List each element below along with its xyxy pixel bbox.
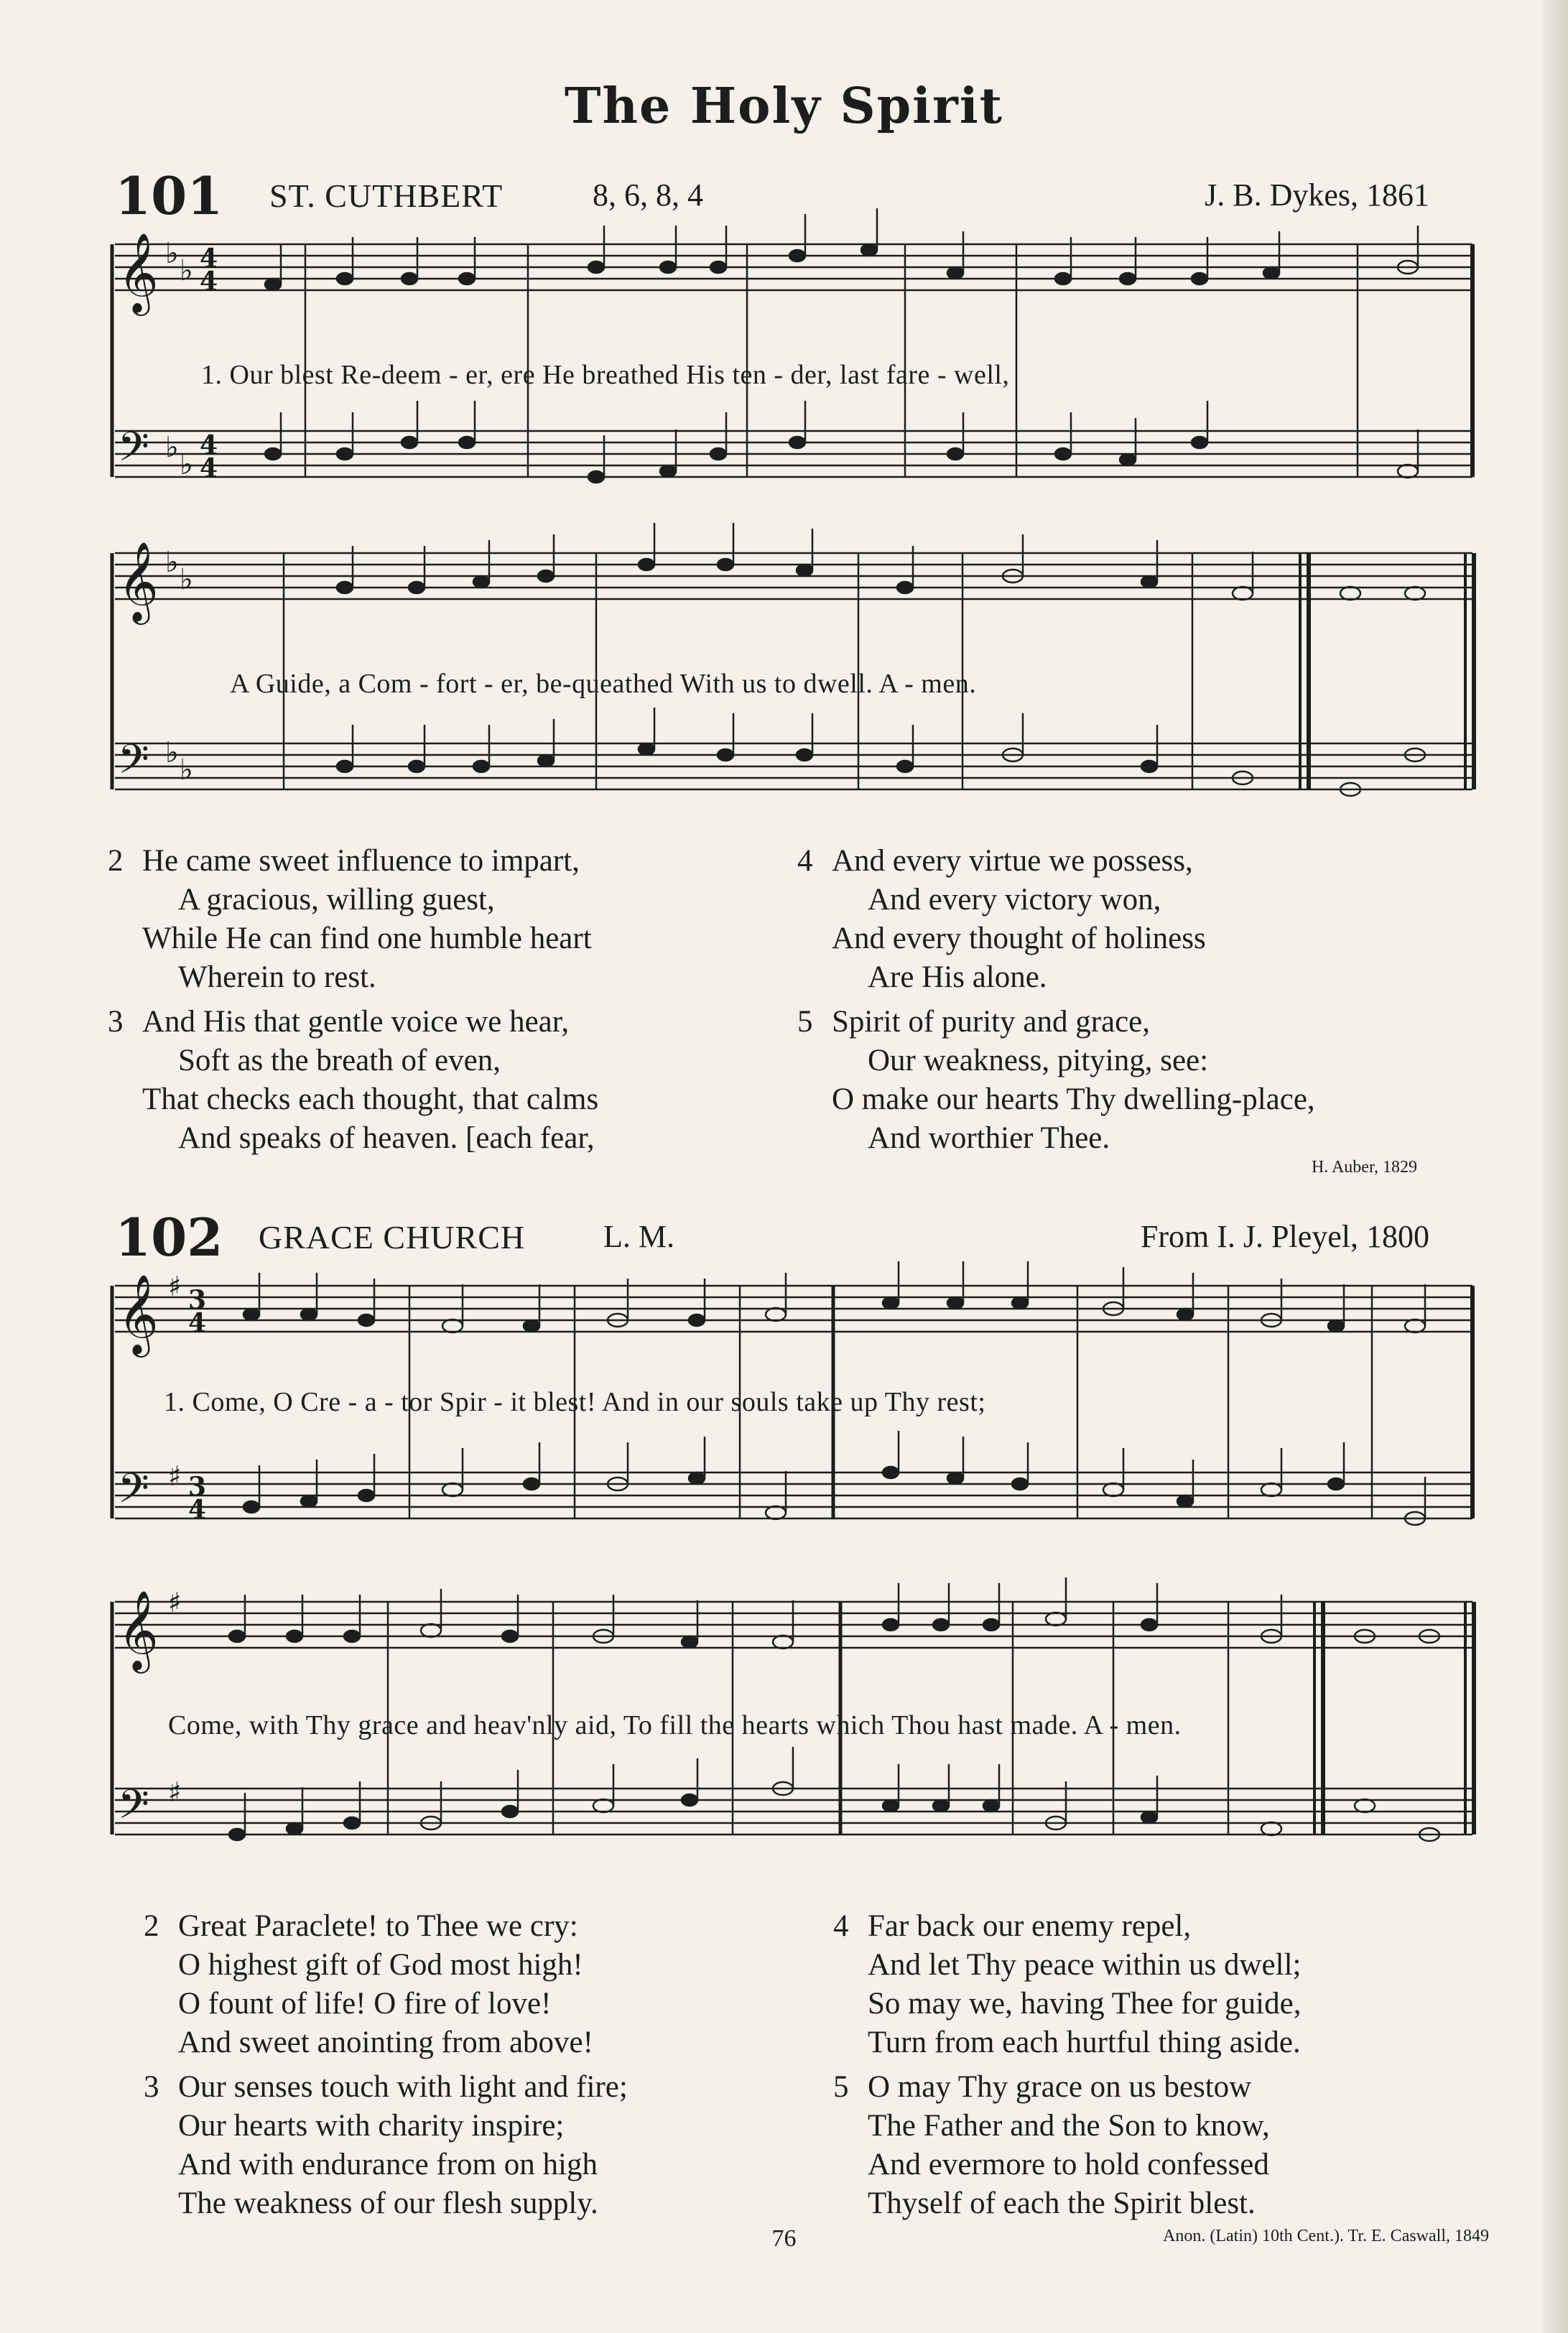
notes — [265, 208, 1425, 796]
time-signature: 4 — [200, 266, 218, 297]
verse — [797, 842, 1472, 997]
verse-number: 4 — [833, 1909, 849, 1943]
verse-line: The Father and the Son to know, — [868, 2109, 1270, 2143]
verse-line: And His that gentle voice we hear, — [142, 1005, 570, 1039]
translator-credit: Anon. (Latin) 10th Cent.). Tr. E. Caswall, 1849 — [1163, 2227, 1489, 2245]
verse-line: And evermore to hold confessed — [868, 2148, 1269, 2181]
verse-line: O may Thy grace on us bestow — [868, 2070, 1252, 2104]
flat-icon: ♭ — [180, 448, 193, 481]
verse-line: Are His alone. — [868, 960, 1047, 994]
hymn-102-header — [115, 1207, 1429, 1268]
verse-line: And let Thy peace within us dwell; — [868, 1948, 1302, 1982]
tune-name: GRACE CHURCH — [259, 1219, 526, 1256]
verse-number: 3 — [108, 1005, 124, 1039]
composer-credit: From I. J. Pleyel, 1800 — [1140, 1219, 1429, 1254]
verse-number: 2 — [144, 1909, 159, 1943]
verse — [108, 1003, 783, 1158]
sharp-icon: ♯ — [168, 1776, 182, 1808]
verse-number: 2 — [108, 844, 124, 878]
bar-lines — [284, 244, 1474, 789]
flat-icon: ♭ — [165, 546, 179, 579]
verse-line: The weakness of our flesh supply. — [178, 2186, 598, 2220]
verse-column-right — [833, 1907, 1508, 2229]
flat-icon: ♭ — [165, 431, 179, 464]
hymn-101-header — [115, 165, 1429, 226]
hymn-102-verses — [108, 1907, 1480, 2223]
bass-clef-icon: 𝄢 — [118, 1781, 149, 1838]
clefs-and-keys — [118, 1271, 206, 1838]
page-number: 76 — [771, 2225, 797, 2252]
verse-line: O fount of life! O fire of love! — [178, 1987, 552, 2021]
verse-line: Turn from each hurtful thing aside. — [868, 2026, 1301, 2059]
verse-number: 3 — [144, 2070, 159, 2104]
lyrics-line-1: 1. Come, O Cre - a - tor Spir - it blest! And in our souls take up Thy rest; — [164, 1387, 986, 1417]
hymn-101-verses — [108, 842, 1480, 1158]
hymn-102-score — [108, 1257, 1480, 1889]
verse-line: Our weakness, pitying, see: — [868, 1044, 1209, 1077]
verse-line: And worthier Thee. — [868, 1121, 1110, 1155]
time-signature: 3 — [188, 1472, 207, 1502]
flat-icon: ♭ — [180, 563, 193, 596]
verse-line: And every thought of holiness — [832, 922, 1206, 955]
verse-line: Far back our enemy repel, — [868, 1909, 1192, 1943]
hymn-meter: L. M. — [603, 1219, 674, 1254]
verse-column-left — [108, 842, 783, 1164]
page-title: The Holy Spirit — [564, 78, 1004, 135]
time-signature: 3 — [188, 1285, 207, 1315]
verse-line: That checks each thought, that calms — [142, 1082, 599, 1116]
verse-line: A gracious, willing guest, — [178, 883, 495, 917]
bar-lines — [388, 1286, 1474, 1835]
flat-icon: ♭ — [180, 254, 193, 287]
flat-icon: ♭ — [165, 736, 179, 769]
verse-line: So may we, having Thee for guide, — [868, 1987, 1302, 2021]
hymn-101-score — [108, 215, 1480, 840]
verse-line: Our senses touch with light and fire; — [178, 2070, 628, 2104]
treble-clef-icon: 𝄞 — [118, 232, 159, 312]
lyrics-line-2: Come, with Thy grace and heav'nly aid, To fill the hearts which Thou hast made. A - men. — [168, 1710, 1182, 1740]
sharp-icon: ♯ — [168, 1460, 182, 1492]
verse — [797, 1003, 1472, 1158]
bass-clef-icon: 𝄢 — [118, 1465, 149, 1522]
score-graphic — [108, 215, 1480, 840]
bass-clef-icon: 𝄢 — [118, 424, 149, 481]
verse-number: 5 — [797, 1005, 813, 1039]
lyrics-line-1: 1. Our blest Re-deem - er, ere He breathed His ten - der, last fare - well, — [201, 360, 1010, 390]
verse — [144, 2068, 819, 2223]
time-signature: 4 — [200, 453, 218, 483]
verse-column-left — [144, 1907, 819, 2229]
verse-line: O highest gift of God most high! — [178, 1948, 583, 1982]
tune-name: ST. CUTHBERT — [269, 177, 504, 214]
verse-line: And with endurance from on high — [178, 2148, 598, 2181]
verse-line: And every virtue we possess, — [832, 844, 1193, 878]
time-signature: 4 — [200, 243, 218, 274]
verse-line: Our hearts with charity inspire; — [178, 2109, 565, 2143]
time-signature: 4 — [200, 430, 218, 460]
bass-clef-icon: 𝄢 — [118, 736, 149, 793]
score-graphic — [108, 1257, 1480, 1889]
hymn-number: 102 — [115, 1207, 223, 1268]
staff-lines — [115, 244, 1472, 789]
sharp-icon: ♯ — [168, 1587, 182, 1618]
verse-line: Wherein to rest. — [178, 960, 376, 994]
verse — [833, 2068, 1508, 2223]
verse-column-right — [797, 842, 1472, 1164]
treble-clef-icon: 𝄞 — [118, 1590, 159, 1670]
hymn-number: 101 — [115, 165, 223, 226]
verse-line: While He can find one humble heart — [142, 922, 592, 955]
flat-icon: ♭ — [165, 237, 179, 270]
verse-line: And every victory won, — [868, 883, 1161, 917]
verse-line: And speaks of heaven. [each fear, — [178, 1121, 595, 1155]
verse-number: 5 — [833, 2070, 849, 2104]
hymn-meter: 8, 6, 8, 4 — [593, 177, 703, 213]
flat-icon: ♭ — [180, 753, 193, 787]
verse — [833, 1907, 1508, 2062]
time-signature: 4 — [188, 1495, 207, 1525]
verse-line: O make our hearts Thy dwelling-place, — [832, 1082, 1315, 1116]
time-signature: 4 — [188, 1308, 207, 1338]
page-edge-shadow — [1542, 0, 1568, 2333]
verse — [144, 1907, 819, 2062]
clefs-and-keys — [118, 232, 218, 793]
composer-credit: J. B. Dykes, 1861 — [1205, 177, 1429, 213]
verse-number: 4 — [797, 844, 813, 878]
verse-line: Soft as the breath of even, — [178, 1044, 501, 1077]
verse-line: And sweet anointing from above! — [178, 2026, 593, 2059]
verse-line: Spirit of purity and grace, — [832, 1005, 1151, 1039]
verse-line: Thyself of each the Spirit blest. — [868, 2186, 1256, 2220]
sharp-icon: ♯ — [168, 1271, 182, 1302]
author-credit: H. Auber, 1829 — [1311, 1158, 1417, 1177]
treble-clef-icon: 𝄞 — [118, 1274, 159, 1354]
lyrics-line-2: A Guide, a Com - fort - er, be-queathed With us to dwell. A - men. — [230, 669, 977, 699]
verse-line: Great Paraclete! to Thee we cry: — [178, 1909, 578, 1943]
treble-clef-icon: 𝄞 — [118, 541, 159, 621]
verse-line: He came sweet influence to impart, — [142, 844, 580, 878]
verse — [108, 842, 783, 997]
